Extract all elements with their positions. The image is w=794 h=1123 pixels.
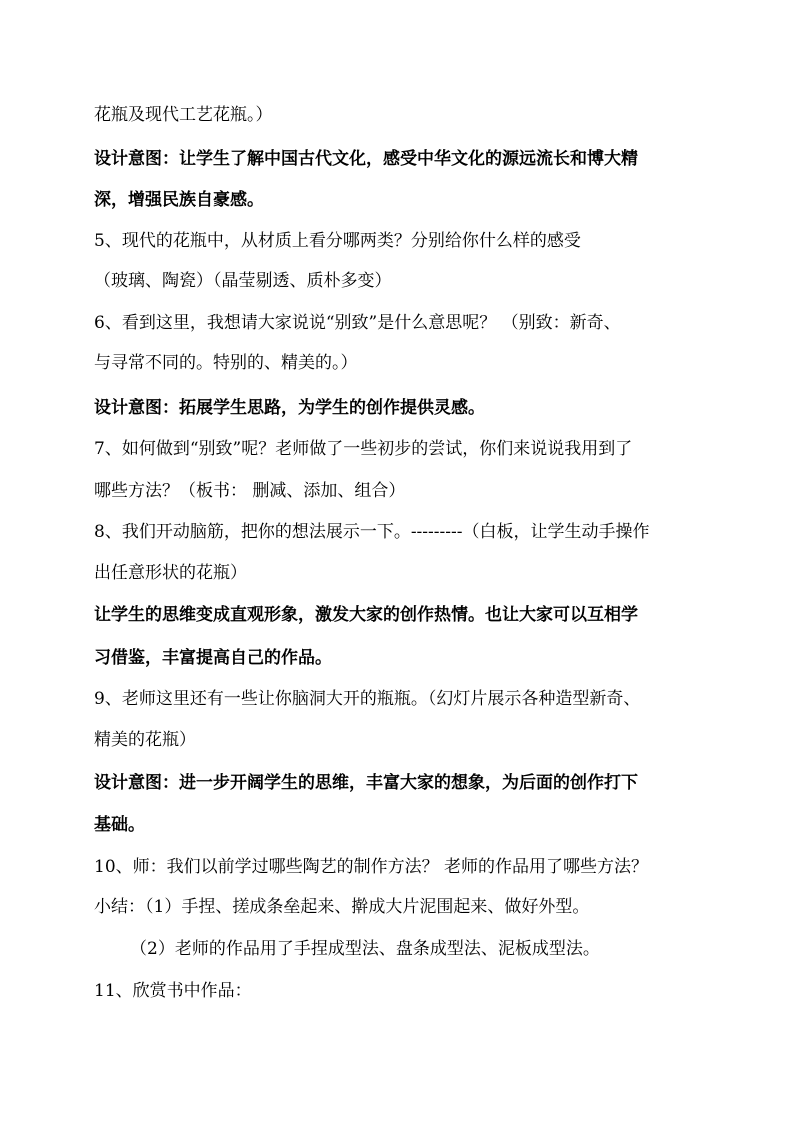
question-11-line: 11、欣赏书中作品：: [94, 981, 252, 1001]
design-intent-line-7: 基础。: [94, 815, 145, 835]
question-6-line-1: 6、看到这里，我想请大家说说“别致”是什么意思呢？ （别致：新奇、: [94, 313, 621, 333]
text-line-1: 花瓶及现代工艺花瓶。）: [94, 105, 273, 125]
summary-line-2: （2）老师的作品用了手捏成型法、盘条成型法、泥板成型法。: [130, 939, 600, 959]
design-intent-line-1: 设计意图：让学生了解中国古代文化，感受中华文化的源远流长和博大精: [94, 149, 638, 169]
summary-line-1: 小结：（1）手捏、搓成条垒起来、擀成大片泥围起来、做好外型。: [94, 897, 590, 917]
question-7-line-1: 7、如何做到“别致”呢？老师做了一些初步的尝试，你们来说说我用到了: [94, 439, 633, 459]
design-intent-line-5: 习借鉴，丰富提高自己的作品。: [94, 648, 332, 668]
design-intent-line-6: 设计意图：进一步开阔学生的思维，丰富大家的想象，为后面的创作打下: [94, 773, 638, 793]
question-9-line-2: 精美的花瓶）: [94, 730, 196, 750]
design-intent-line-3: 设计意图：拓展学生思路，为学生的创作提供灵感。: [94, 398, 485, 418]
question-7-line-2: 哪些方法？（板书： 删减、添加、组合）: [94, 481, 406, 501]
question-8-line-2: 出任意形状的花瓶）: [94, 563, 247, 583]
question-5-answer-line: （玻璃、陶瓷）（晶莹剔透、质朴多变）: [94, 271, 392, 291]
question-8-line-1: 8、我们开动脑筋，把你的想法展示一下。---------（白板，让学生动手操作: [94, 522, 650, 542]
question-5-line: 5、现代的花瓶中，从材质上看分哪两类？分别给你什么样的感受: [94, 231, 581, 251]
question-10-line: 10、师：我们以前学过哪些陶艺的制作方法？ 老师的作品用了哪些方法？: [94, 857, 649, 877]
design-intent-line-2: 深，增强民族自豪感。: [94, 190, 264, 210]
question-9-line-1: 9、老师这里还有一些让你脑洞大开的瓶瓶。（幻灯片展示各种造型新奇、: [94, 689, 641, 709]
question-6-line-2: 与寻常不同的。特别的、精美的。）: [94, 353, 358, 373]
design-intent-line-4: 让学生的思维变成直观形象，激发大家的创作热情。也让大家可以互相学: [94, 605, 638, 625]
